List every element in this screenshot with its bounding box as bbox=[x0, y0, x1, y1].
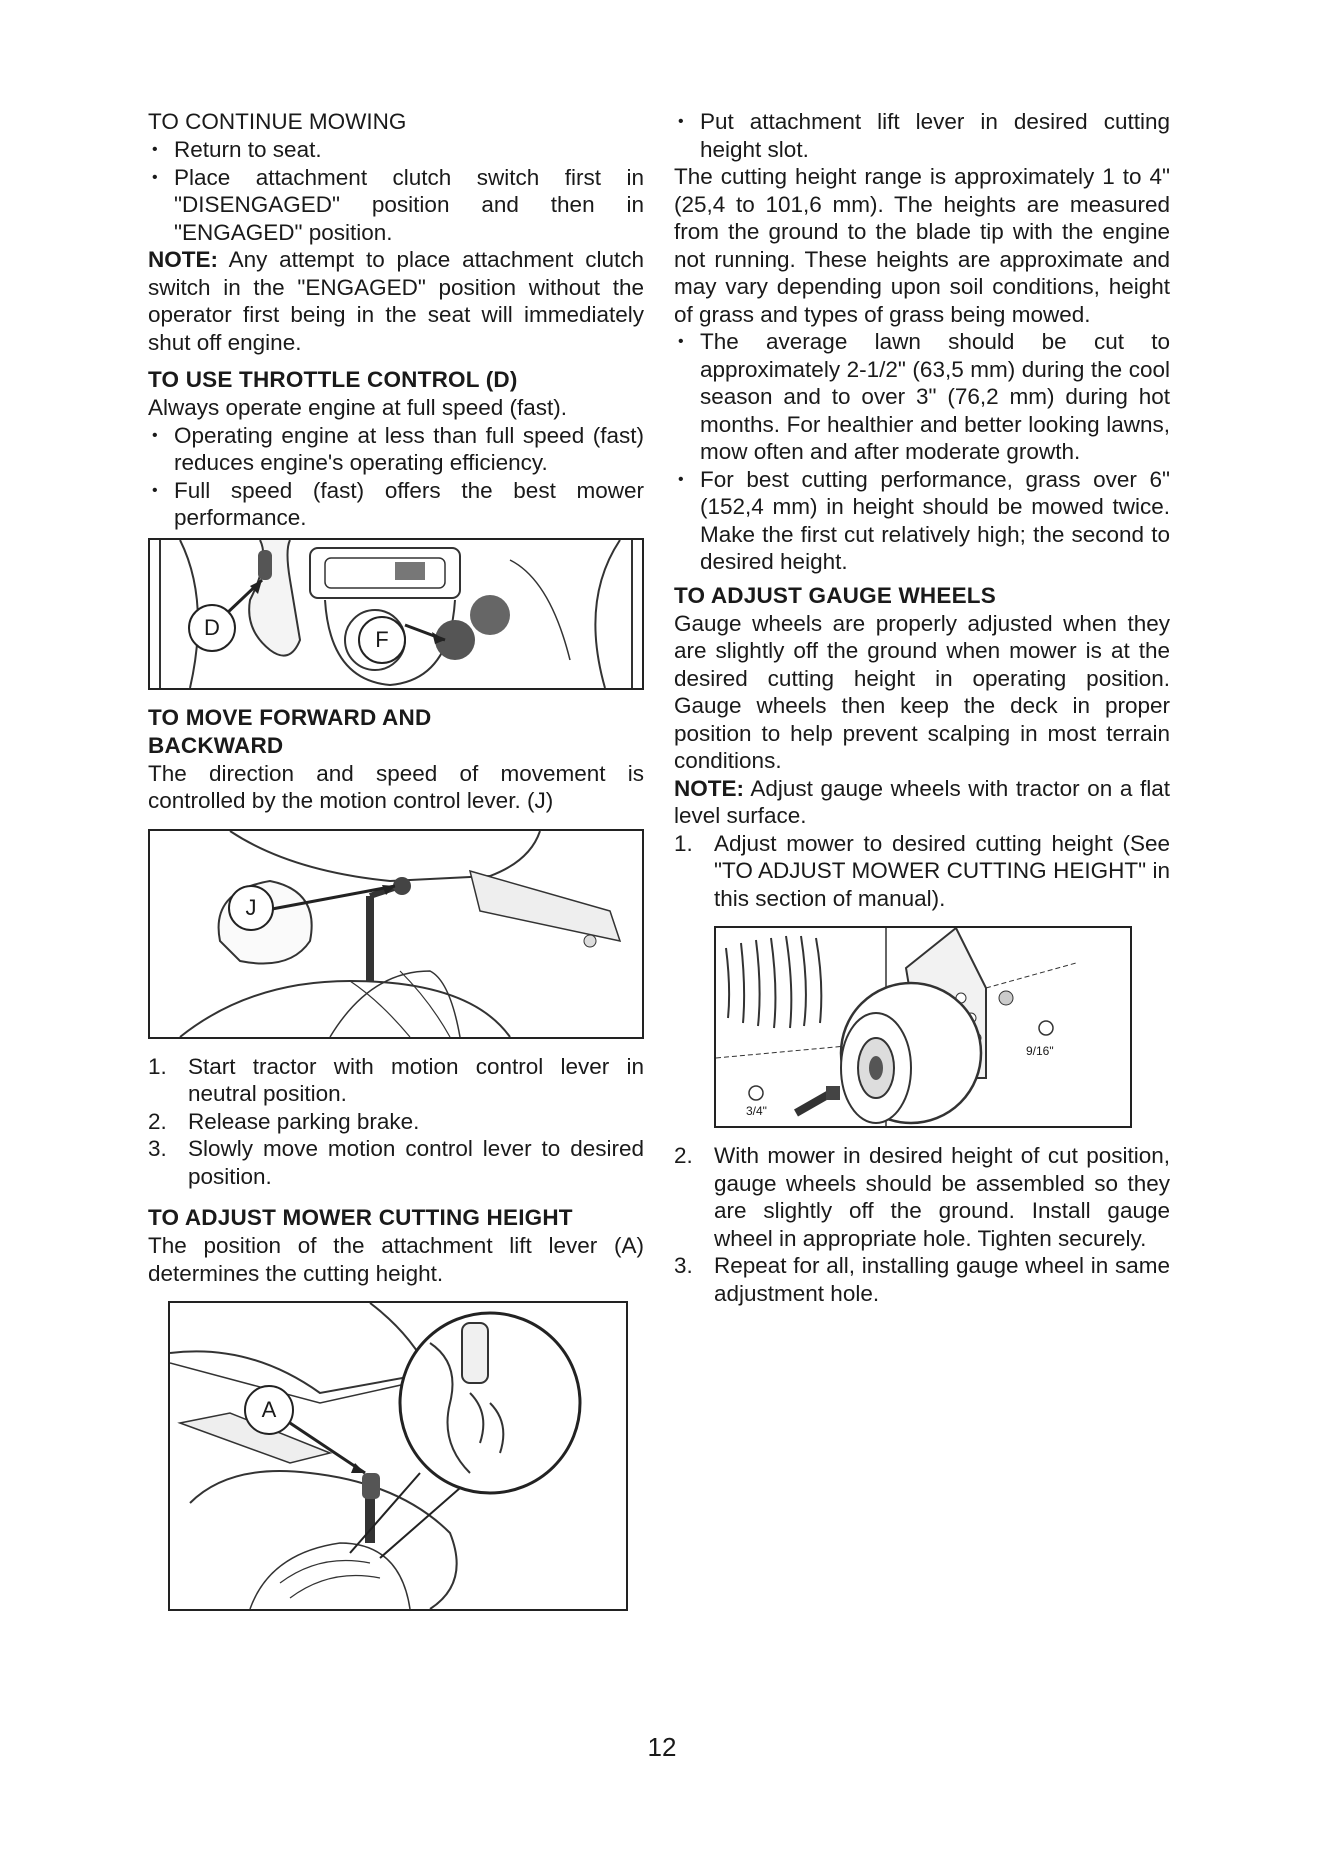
cutting-height-heading: TO ADJUST MOWER CUTTING HEIGHT bbox=[148, 1205, 573, 1230]
list-item: • For best cutting performance, grass over 6" (152,4 mm) in height should be mowed twice. Make the first cut relatively high; the second to desired height. bbox=[674, 466, 1170, 576]
note-label: NOTE: bbox=[148, 247, 218, 272]
callout-d: D bbox=[188, 604, 236, 652]
left-column bbox=[148, 108, 644, 1611]
list-item: • The average lawn should be cut to approximately 2-1/2" (63,5 mm) during the cool season and to over 3" (76,2 mm) during hot months. For healthier and better looking lawns, mow often and after moderate growth. bbox=[674, 328, 1170, 466]
note-gauge bbox=[674, 775, 1170, 830]
note-clutch bbox=[148, 246, 644, 356]
throttle-control-figure bbox=[148, 538, 644, 690]
callout-j: J bbox=[228, 885, 274, 931]
step-number: 2. bbox=[674, 1143, 693, 1168]
step-text: Start tractor with motion control lever in neutral position. bbox=[188, 1053, 644, 1106]
lift-lever-illustration bbox=[170, 1303, 626, 1609]
lift-lever-list bbox=[674, 108, 1170, 163]
gauge-wheels-text: Gauge wheels are properly adjusted when they are slightly off the ground when mower is at the desired cutting height in operating position. Gauge wheels then keep the deck in proper position to help prevent scalping in most terrain conditions. bbox=[674, 610, 1170, 773]
gauge-wheels-heading: TO ADJUST GAUGE WHEELS bbox=[674, 582, 996, 608]
step-number: 3. bbox=[674, 1253, 693, 1278]
list-item bbox=[148, 1108, 644, 1136]
list-item: • Operating engine at less than full speed (fast) reduces engine's operating efficiency. bbox=[148, 422, 644, 477]
step-number: 1. bbox=[148, 1053, 167, 1079]
list-item bbox=[674, 1142, 1170, 1252]
bolt-size-label: 3/4" bbox=[746, 1104, 767, 1118]
gauge-wheel-figure bbox=[714, 926, 1132, 1128]
step-text: Repeat for all, installing gauge wheel in same adjustment hole. bbox=[714, 1253, 1170, 1306]
note-text: Any attempt to place attachment clutch switch in the "ENGAGED" position without the operator first being in the seat will immediately shut off engine. bbox=[148, 247, 644, 355]
list-item: • Return to seat. bbox=[148, 136, 644, 164]
throttle-list bbox=[148, 422, 644, 532]
throttle-intro: Always operate engine at full speed (fast). bbox=[148, 395, 567, 420]
forward-steps bbox=[148, 1053, 644, 1191]
list-item: • Full speed (fast) offers the best mower performance. bbox=[148, 477, 644, 532]
step-text: Release parking brake. bbox=[188, 1108, 420, 1134]
list-item bbox=[148, 1053, 644, 1108]
continue-mowing-title: TO CONTINUE MOWING bbox=[148, 109, 407, 134]
gauge-steps bbox=[674, 1142, 1170, 1307]
gauge-wheel-illustration bbox=[716, 928, 1130, 1126]
step-number: 2. bbox=[148, 1108, 167, 1134]
motion-lever-illustration bbox=[150, 831, 642, 1037]
forward-text: The direction and speed of movement is controlled by the motion control lever. (J) bbox=[148, 760, 644, 813]
step-number: 3. bbox=[148, 1136, 167, 1161]
throttle-heading: TO USE THROTTLE CONTROL (D) bbox=[148, 367, 518, 392]
note-label: NOTE: bbox=[674, 775, 744, 801]
motion-control-figure bbox=[148, 829, 644, 1039]
list-item: • Place attachment clutch switch first in "DISENGAGED" position and then in "ENGAGED" position. bbox=[148, 164, 644, 247]
page-number: 12 bbox=[647, 1732, 677, 1762]
note-text: Adjust gauge wheels with tractor on a flat level surface. bbox=[674, 775, 1170, 828]
cutting-range-text: The cutting height range is approximately 1 to 4" (25,4 to 101,6 mm). The heights are measured from the ground to the blade tip with the engine not running. These heights are approximate and may vary depending upon soil conditions, height of grass and types of grass being mowed. bbox=[674, 164, 1170, 327]
lift-lever-figure bbox=[168, 1301, 628, 1611]
step-text: Slowly move motion control lever to desired position. bbox=[188, 1136, 644, 1189]
list-item: • Put attachment lift lever in desired cutting height slot. bbox=[674, 108, 1170, 163]
callout-f: F bbox=[358, 616, 406, 664]
list-item bbox=[674, 830, 1170, 913]
nut-size-label: 9/16" bbox=[1026, 1044, 1054, 1058]
lawn-tips-list bbox=[674, 328, 1170, 576]
gauge-step-1 bbox=[674, 830, 1170, 913]
step-text: Adjust mower to desired cutting height (See "TO ADJUST MOWER CUTTING HEIGHT" in this section of manual). bbox=[714, 830, 1170, 911]
forward-heading-line1: TO MOVE FORWARD AND bbox=[148, 704, 432, 730]
list-item bbox=[674, 1252, 1170, 1307]
forward-heading-line2: BACKWARD bbox=[148, 732, 284, 758]
list-item bbox=[148, 1135, 644, 1190]
right-column bbox=[674, 108, 1170, 1307]
cutting-height-text: The position of the attachment lift lever (A) determines the cutting height. bbox=[148, 1233, 644, 1286]
step-number: 1. bbox=[674, 830, 693, 856]
callout-a: A bbox=[244, 1385, 294, 1435]
step-text: With mower in desired height of cut position, gauge wheels should be assembled so they are slightly off the ground. Install gauge wheel in appropriate hole. Tighten securely. bbox=[714, 1143, 1170, 1251]
continue-mowing-list bbox=[148, 136, 644, 246]
